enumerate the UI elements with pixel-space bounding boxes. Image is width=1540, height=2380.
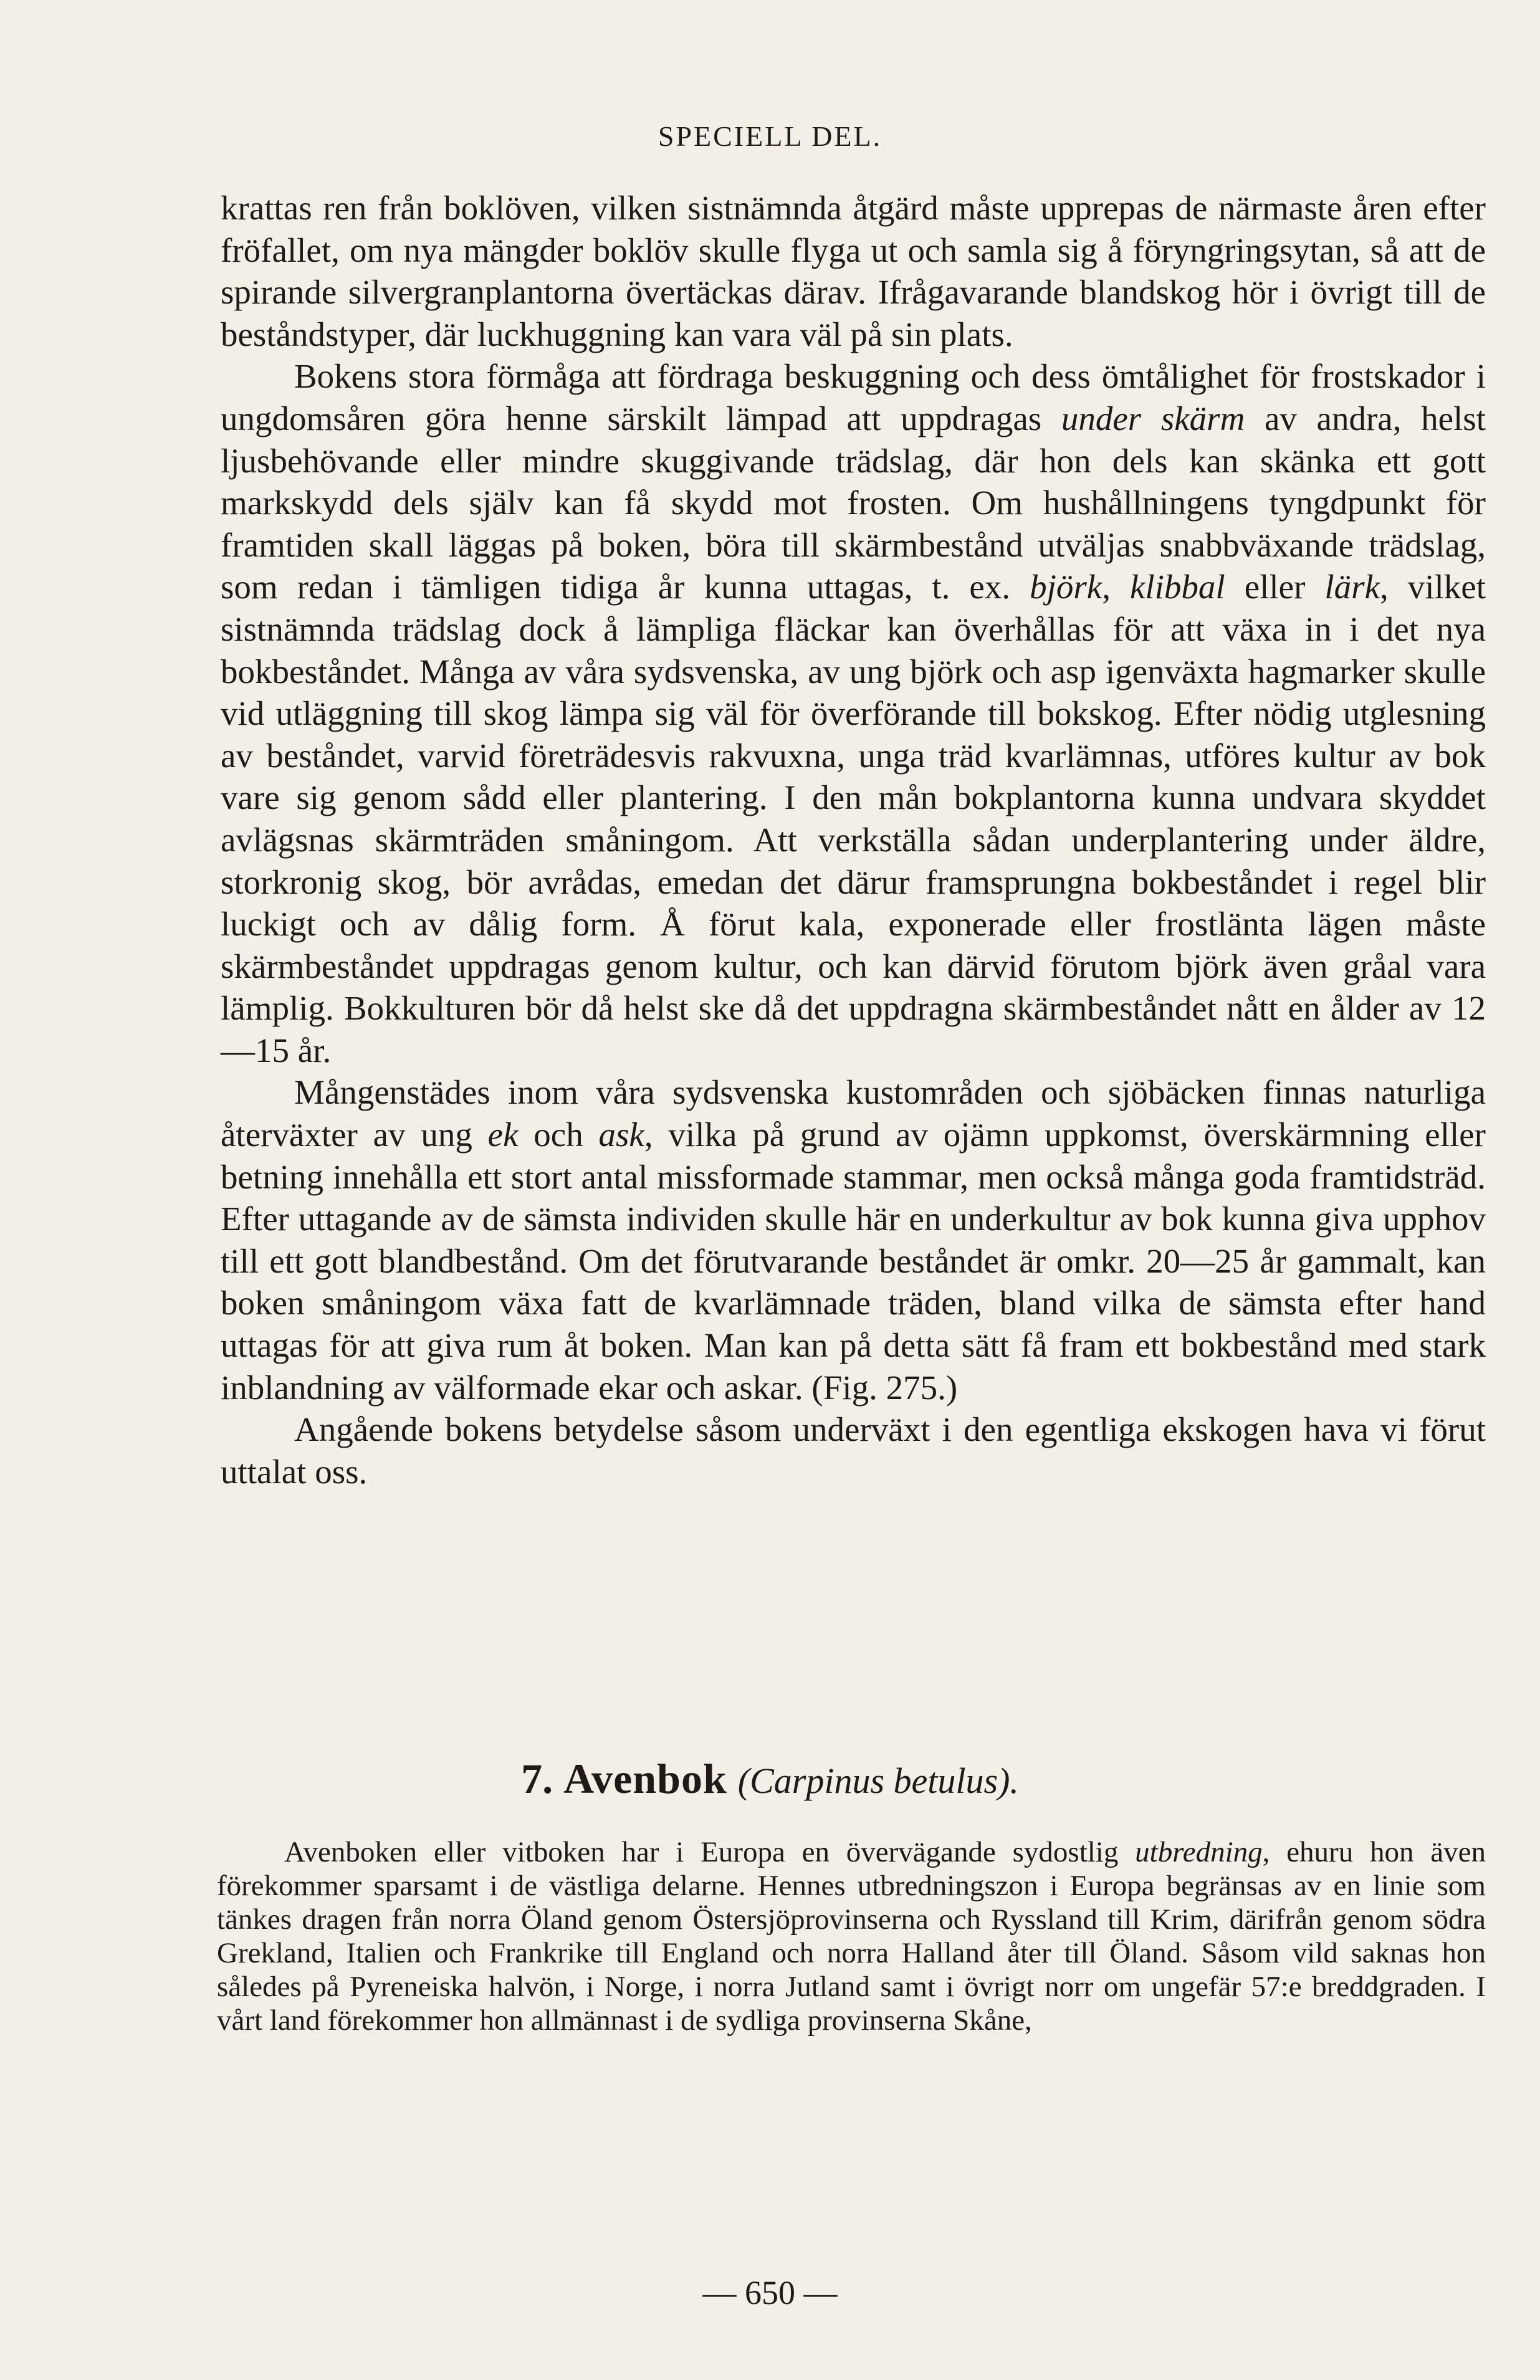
paragraph: Angående bokens betydelse såsom underväxt i den egentliga ekskogen hava vi förut uttalat oss. (221, 1410, 1486, 1491)
text-run: eller (1225, 568, 1325, 606)
emphasis: björk (1030, 568, 1102, 606)
latin-close: ). (998, 1761, 1019, 1801)
emphasis: ek (487, 1116, 519, 1154)
section-text (217, 1835, 1486, 2037)
text-run: av andra, helst ljusbehövande eller mindre skuggivande trädslag, där hon dels kan skänka ett gott markskydd dels själv kan få skydd mot frosten. Om hushållningens tyngdpunkt för framtiden skall läggas på boken, böra till skärmbestånd utväljas snabbväxande trädslag, som redan i tämligen tidiga år kunna uttagas, t. ex. (221, 399, 1486, 606)
text-run: , ehuru hon även förekommer sparsamt i de västliga delarne. Hennes utbredningszon i Europa begränsas av en linie som tänkes dragen från norra Öland genom Östersjöprovinserna och Ryssland till Krim, därifrån genom södra Grekland, Italien och Frankrike till England och norra Halland åter till Öland. Såsom vild saknas hon således på Pyreneiska halvön, i Norge, i norra Jutland samt i övrigt norr om ungefär 57:e breddgraden. I vårt land förekommer hon allmännast i de sydliga provinserna Skåne, (217, 1836, 1486, 2037)
latin-name: Carpinus betulus (750, 1761, 998, 1801)
text-run: , vilka på grund av ojämn uppkomst, överskärmning eller betning innehålla ett stort antal missformade stammar, men också många goda framtidsträd. Efter uttagande av de sämsta individen skulle här en underkultur av bok kunna giva upphov till ett gott blandbestånd. Om det förutvarande beståndet är omkr. 20—25 år gammalt, kan boken småningom växa fatt de kvarlämnade träden, bland vilka de sämsta efter hand uttagas för att giva rum åt boken. Man kan på detta sätt få fram ett bokbestånd med stark inblandning av välformade ekar och askar. (Fig. 275.) (221, 1116, 1486, 1407)
page-number: — 650 — (702, 2274, 838, 2311)
emphasis: under skärm (1061, 399, 1245, 437)
emphasis: lärk (1324, 568, 1380, 606)
paragraph: krattas ren från boklöven, vilken sistnämnda åtgärd måste upprepas de närmaste åren efter fröfallet, om nya mängder boklöv skulle flyga ut och samla sig å föryngringsytan, så att de spirande silvergranplantorna övertäckas därav. Ifrågavarande blandskog hör i övrigt till de beståndstyper, där luckhuggning kan vara väl på sin plats. (221, 189, 1486, 353)
text-run: Avenboken eller vitboken har i Europa en övervägande sydostlig (284, 1836, 1136, 1868)
latin-open: ( (737, 1761, 750, 1801)
paragraph (221, 355, 1486, 1071)
running-title: SPECIELL DEL. (658, 120, 882, 152)
emphasis: utbredning (1135, 1836, 1263, 1868)
paragraph (217, 1835, 1486, 2037)
emphasis: ask (598, 1116, 644, 1154)
main-text (221, 187, 1486, 1493)
section-heading (0, 1754, 1540, 1804)
paragraph (221, 1071, 1486, 1408)
text-run: Bokens stora förmåga att fördraga beskuggning och dess ömtålighet för frostskador i ungdomsåren göra henne särskilt lämpad att uppdragas (221, 357, 1486, 437)
text-run: och (518, 1116, 599, 1154)
section-title: Avenbok (563, 1755, 727, 1802)
text-run: , vilket sistnämnda trädslag dock å lämpliga fläckar kan överhållas för att växa in i det nya bokbeståndet. Många av våra sydsvenska, av ung björk och asp igenväxta hagmarker skulle vid utläggning till skog lämpa sig väl för överförande till bokskog. Efter nödig utglesning av beståndet, varvid företrädesvis rakvuxna, unga träd kvarlämnas, utföres kultur av bok vare sig genom sådd eller plantering. I den mån bokplantorna kunna undvara skyddet avlägsnas skärmträden småningom. Att verkställa sådan underplantering under äldre, storkronig skog, bör avrådas, emedan det därur framsprungna bokbeståndet i regel blir luckigt och av dålig form. Å förut kala, exponerade eller frostlänta lägen måste skärmbeståndet uppdragas genom kultur, och kan därvid förutom björk även gråal vara lämplig. Bokkulturen bör då helst ske då det uppdragna skärmbeståndet nått en ålder av 12—15 år. (221, 568, 1486, 1069)
emphasis: klibbal (1129, 568, 1225, 606)
text-run: Mångenstädes inom våra sydsvenska kustområden och sjöbäcken finnas naturliga återväxter av ung (221, 1073, 1486, 1154)
text-run: , (1102, 568, 1130, 606)
section-number: 7. (521, 1755, 553, 1802)
